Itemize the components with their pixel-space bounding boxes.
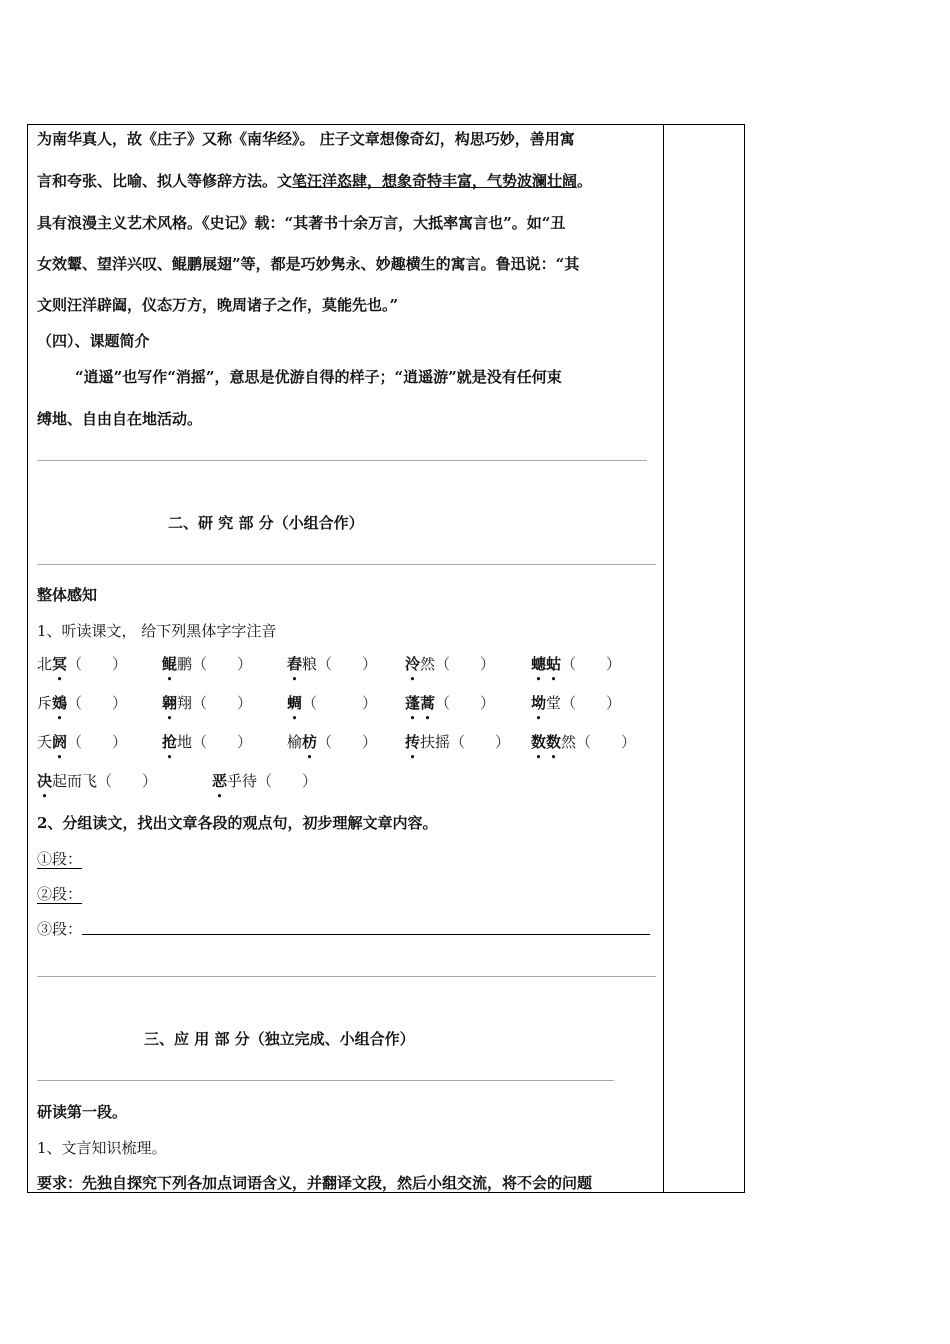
pinyin-answer-blank[interactable]: （ ） xyxy=(67,655,128,673)
pinyin-item xyxy=(405,692,495,713)
pinyin-target-char: 泠 xyxy=(405,655,421,673)
pinyin-answer-blank[interactable]: （ ） xyxy=(67,694,128,712)
pinyin-target-char: 坳 xyxy=(531,694,547,712)
paragraph-2-label: ②段： xyxy=(37,885,83,903)
pinyin-prefix: 夭 xyxy=(37,733,53,751)
topic-line-2: 缚地、自由自在地活动。 xyxy=(37,410,203,428)
divider-4 xyxy=(37,1080,614,1081)
pinyin-target-char: 蟪 xyxy=(531,655,547,673)
pinyin-answer-blank[interactable]: （ ） xyxy=(317,655,378,673)
topic-heading: （四）、课题简介 xyxy=(37,332,150,350)
pinyin-suffix: 粮 xyxy=(302,655,318,673)
pinyin-prefix: 北 xyxy=(37,655,53,673)
pinyin-target-char: 阏 xyxy=(52,733,68,751)
pinyin-answer-blank[interactable]: （ ） xyxy=(561,655,622,673)
pinyin-suffix: 起而飞 xyxy=(52,772,98,790)
pinyin-target-char: 抟 xyxy=(405,733,421,751)
question-1: 1、听读课文， 给下列黑体字字注音 xyxy=(37,622,277,640)
section-3-question-1: 1、文言知识梳理。 xyxy=(37,1139,167,1157)
divider-3 xyxy=(37,976,656,977)
pinyin-answer-blank[interactable]: （ ） xyxy=(67,733,128,751)
pinyin-target-char: 决 xyxy=(37,772,53,790)
pinyin-target-char: 数 xyxy=(531,733,547,751)
pinyin-answer-blank[interactable]: （ ） xyxy=(257,772,318,790)
pinyin-answer-blank[interactable]: （ ） xyxy=(576,733,637,751)
pinyin-answer-blank[interactable]: （ ） xyxy=(561,694,622,712)
pinyin-suffix: 乎待 xyxy=(227,772,258,790)
divider-1 xyxy=(37,460,647,461)
requirement xyxy=(37,1172,592,1193)
pinyin-item xyxy=(37,692,127,713)
question-2: 2、分组读文，找出文章各段的观点句，初步理解文章内容。 xyxy=(37,814,438,832)
pinyin-item xyxy=(37,653,127,674)
pinyin-prefix: 斥 xyxy=(37,694,53,712)
intro-line-1: 为南华真人，故《庄子》又称《南华经》。 庄子文章想像奇幻，构思巧妙，善用寓 xyxy=(37,130,575,148)
pinyin-target-char: 恶 xyxy=(212,772,228,790)
pinyin-target-char: 舂 xyxy=(287,655,303,673)
pinyin-target-char: 鲲 xyxy=(162,655,178,673)
intro-line-5: 文则汪洋辟阖，仪态万方，晚周诸子之作，莫能先也。” xyxy=(37,296,399,314)
pinyin-item xyxy=(287,653,377,674)
pinyin-answer-blank[interactable]: （ ） xyxy=(450,733,511,751)
intro-line-2-underlined: 笔汪洋恣肆，想象奇特丰富，气势波澜壮阔 xyxy=(292,172,578,190)
pinyin-answer-blank[interactable]: （ ） xyxy=(302,694,378,712)
pinyin-answer-blank[interactable]: （ ） xyxy=(435,694,496,712)
intro-line-3: 具有浪漫主义艺术风格。《史记》载：“其著书十余万言，大抵率寓言也”。如“丑 xyxy=(37,214,566,232)
paragraph-1-label: ①段： xyxy=(37,850,83,868)
section-2-title: 二、研 究 部 分（小组合作） xyxy=(168,514,364,532)
paragraph-3-label: ③段： xyxy=(37,920,83,938)
pinyin-item xyxy=(531,653,621,674)
pinyin-suffix: 然 xyxy=(420,655,436,673)
pinyin-target-char: 蒿 xyxy=(420,694,436,712)
intro-line-2 xyxy=(37,170,592,191)
pinyin-suffix: 扶摇 xyxy=(420,733,451,751)
requirement-text: 先独自探究下列各加点词语含义，并翻译文段，然后小组交流，将不会的问题 xyxy=(82,1174,593,1192)
intro-line-2-c: 。 xyxy=(577,172,593,190)
pinyin-suffix: 鹏 xyxy=(177,655,193,673)
table-column-divider xyxy=(663,124,664,1193)
pinyin-target-char: 蓬 xyxy=(405,694,421,712)
pinyin-suffix: 地 xyxy=(177,733,193,751)
requirement-label: 要求： xyxy=(37,1174,83,1192)
paragraph-1-answer xyxy=(37,848,82,869)
pinyin-target-char: 冥 xyxy=(52,655,68,673)
pinyin-item xyxy=(212,770,317,791)
pinyin-item xyxy=(405,653,495,674)
pinyin-suffix: 然 xyxy=(561,733,577,751)
divider-2 xyxy=(37,564,656,565)
intro-line-2-a: 言和夸张、比喻、拟人等修辞方法。文 xyxy=(37,172,293,190)
pinyin-target-char: 枋 xyxy=(302,733,318,751)
pinyin-suffix: 堂 xyxy=(546,694,562,712)
pinyin-item xyxy=(162,731,252,752)
pinyin-item xyxy=(405,731,510,752)
pinyin-item xyxy=(287,731,377,752)
pinyin-item xyxy=(162,692,252,713)
intro-line-4: 女效颦、望洋兴叹、鲲鹏展翅”等，都是巧妙隽永、妙趣横生的寓言。鲁迅说：“其 xyxy=(37,255,580,273)
pinyin-item xyxy=(37,770,157,791)
pinyin-answer-blank[interactable]: （ ） xyxy=(97,772,158,790)
section-3-subhead: 研读第一段。 xyxy=(37,1103,128,1121)
paragraph-3-answer xyxy=(37,918,82,939)
pinyin-answer-blank[interactable]: （ ） xyxy=(192,694,253,712)
pinyin-target-char: 蜩 xyxy=(287,694,303,712)
pinyin-prefix: 榆 xyxy=(287,733,303,751)
pinyin-answer-blank[interactable]: （ ） xyxy=(192,655,253,673)
pinyin-target-char: 抢 xyxy=(162,733,178,751)
section-2-subhead: 整体感知 xyxy=(37,586,98,604)
paragraph-3-answer-line xyxy=(82,934,650,935)
pinyin-target-char: 翱 xyxy=(162,694,178,712)
pinyin-item xyxy=(37,731,127,752)
paragraph-2-answer xyxy=(37,883,82,904)
pinyin-answer-blank[interactable]: （ ） xyxy=(192,733,253,751)
pinyin-answer-blank[interactable]: （ ） xyxy=(317,733,378,751)
pinyin-target-char: 蛄 xyxy=(546,655,562,673)
section-3-title: 三、应 用 部 分（独立完成、小组合作） xyxy=(144,1030,415,1048)
topic-line-1: “逍遥”也写作“消摇”，意思是优游自得的样子；“逍遥游”就是没有任何束 xyxy=(75,368,562,386)
pinyin-item xyxy=(531,692,621,713)
pinyin-answer-blank[interactable]: （ ） xyxy=(435,655,496,673)
pinyin-suffix: 翔 xyxy=(177,694,193,712)
pinyin-item xyxy=(287,692,377,713)
pinyin-target-char: 数 xyxy=(546,733,562,751)
pinyin-item xyxy=(162,653,252,674)
pinyin-target-char: 鴳 xyxy=(52,694,68,712)
pinyin-item xyxy=(531,731,636,752)
